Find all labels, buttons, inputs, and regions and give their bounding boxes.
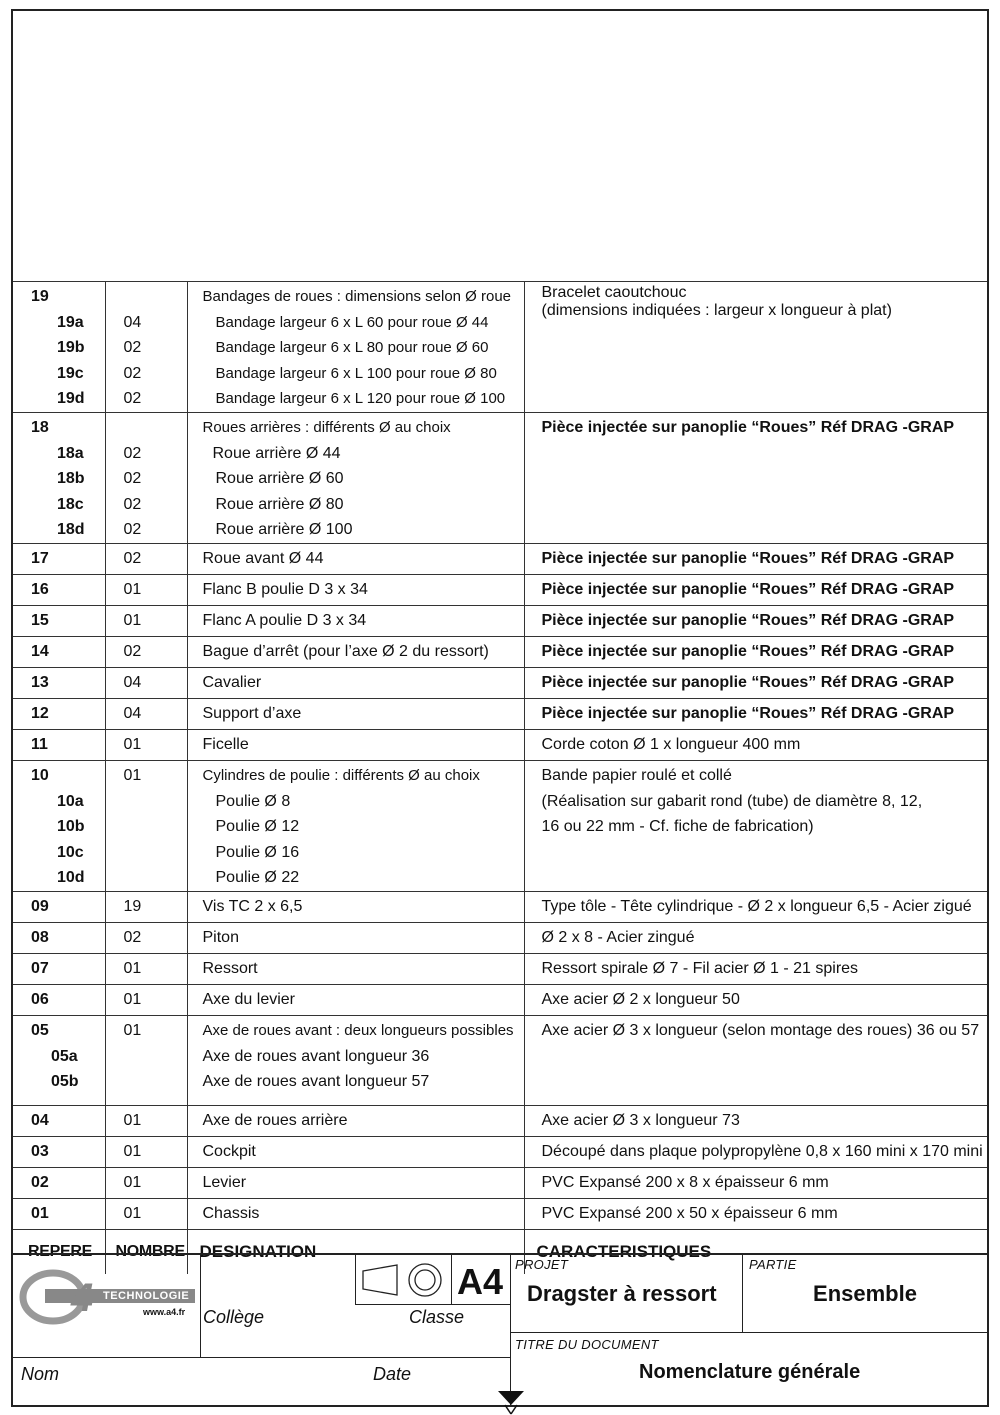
sub-designation-cell: Roue arrière Ø 80 [215, 495, 344, 513]
designation-cell: Vis TC 2 x 6,5 [202, 897, 303, 915]
caracteristiques-cell: Axe acier Ø 3 x longueur (selon montage des roues) 36 ou 57 [541, 1021, 980, 1039]
table-row [13, 953, 987, 984]
caracteristiques-cell: Pièce injectée sur panoplie “Roues” Réf DRAG -GRAP [541, 704, 955, 722]
format-divider [451, 1255, 452, 1305]
sub-designation-cell: Bandage largeur 6 x L 120 pour roue Ø 100 [215, 390, 506, 408]
designation-cell: Cavalier [202, 673, 262, 691]
sub-nombre-cell [106, 865, 187, 891]
caracteristiques-cell: Pièce injectée sur panoplie “Roues” Réf DRAG -GRAP [541, 549, 955, 567]
caracteristiques-cell: Axe acier Ø 2 x longueur 50 [541, 990, 740, 1008]
table-row [13, 543, 987, 574]
table-row [13, 729, 987, 760]
repere-cell: 08 [31, 928, 49, 946]
projet-label: PROJET [515, 1257, 569, 1272]
caracteristiques-cell: Bande papier roulé et collé [541, 766, 732, 784]
table-row [13, 1136, 987, 1167]
sub-nombre-cell: 02 [123, 364, 142, 382]
designation-cell: Roue avant Ø 44 [202, 549, 324, 567]
table-row [13, 1105, 987, 1136]
designation-cell: Axe du levier [202, 990, 295, 1008]
sub-nombre-cell: 04 [123, 313, 142, 331]
table-row [13, 636, 987, 667]
repere-cell: 15 [31, 611, 49, 629]
nombre-cell: 19 [123, 897, 142, 915]
partie-cell [743, 1255, 987, 1333]
logo-url: www.a4.fr [143, 1307, 186, 1317]
caracteristiques-cell: (dimensions indiquées : largeur x longueur à plat) [541, 302, 892, 319]
projet-value: Dragster à ressort [527, 1281, 717, 1306]
nombre-cell: 01 [123, 766, 142, 784]
sub-designation-cell: Bandage largeur 6 x L 100 pour roue Ø 80 [215, 364, 497, 382]
repere-cell: 06 [31, 990, 49, 1008]
repere-cell: 07 [31, 959, 49, 977]
caracteristiques-cell: (Réalisation sur gabarit rond (tube) de diamètre 8, 12, [541, 792, 923, 810]
nombre-cell: 02 [123, 642, 142, 660]
nombre-cell: 01 [123, 735, 142, 753]
drawing-sheet [11, 9, 989, 1407]
repere-cell: 17 [31, 549, 49, 567]
nombre-cell: 01 [123, 1142, 142, 1160]
repere-cell: 01 [31, 1204, 49, 1222]
projection-symbol-icon [359, 1257, 451, 1303]
designation-cell: Bague d’arrêt (pour l’axe Ø 2 du ressort) [202, 642, 489, 660]
sub-nombre-cell: 02 [123, 444, 142, 462]
repere-cell: 02 [31, 1173, 49, 1191]
title-block [13, 1253, 987, 1407]
repere-cell: 05 [31, 1021, 49, 1039]
sub-nombre-cell: 02 [123, 470, 142, 488]
nombre-cell: 01 [123, 1204, 142, 1222]
logo-cell [13, 1255, 201, 1357]
caracteristiques-cell: 16 ou 22 mm - Cf. fiche de fabrication) [541, 818, 814, 836]
sub-repere-cell: 19d [57, 390, 85, 408]
sub-repere-cell: 10a [57, 792, 84, 810]
titre-value: Nomenclature générale [639, 1361, 861, 1383]
sub-repere-cell: 10c [57, 843, 84, 861]
sub-repere-cell: 19a [57, 313, 84, 331]
caracteristiques-cell: Pièce injectée sur panoplie “Roues” Réf DRAG -GRAP [541, 611, 955, 629]
nombre-cell: 01 [123, 1021, 142, 1039]
designation-cell: Piton [202, 928, 239, 946]
sub-nombre-cell: 02 [123, 390, 142, 408]
sub-nombre-cell: 02 [123, 339, 142, 357]
sub-designation-cell: Poulie Ø 8 [215, 792, 291, 810]
nomenclature-table [13, 281, 987, 1274]
designation-cell: Ficelle [202, 735, 249, 753]
college-cell [201, 1255, 511, 1357]
designation-cell: Flanc B poulie D 3 x 34 [202, 580, 368, 598]
sub-designation-cell: Roue arrière Ø 60 [215, 470, 344, 488]
sub-designation-cell: Axe de roues avant longueur 36 [202, 1047, 430, 1065]
repere-cell: 10 [31, 766, 49, 784]
table-row [13, 667, 987, 698]
table-row [13, 1015, 987, 1105]
nom-date-cell [13, 1357, 511, 1407]
designation-cell: Flanc A poulie D 3 x 34 [202, 611, 367, 629]
sub-repere-cell: 10b [57, 818, 85, 836]
sub-repere-cell: 10d [57, 869, 85, 887]
format-label: A4 [457, 1261, 504, 1302]
table-row [13, 1198, 987, 1229]
sub-repere-cell: 19c [57, 364, 84, 382]
designation-cell: Roues arrières : différents Ø au choix [202, 418, 451, 436]
nombre-cell [106, 415, 187, 441]
classe-label: Classe [409, 1307, 465, 1327]
table-row [13, 605, 987, 636]
sub-nombre-cell: 02 [123, 495, 142, 513]
header-repere: REPERE [28, 1242, 92, 1260]
nom-label: Nom [21, 1364, 60, 1384]
sub-designation-cell: Poulie Ø 16 [215, 843, 300, 861]
table-row [13, 984, 987, 1015]
table-row [13, 922, 987, 953]
projet-cell [511, 1255, 743, 1333]
caracteristiques-cell: Axe acier Ø 3 x longueur 73 [541, 1111, 740, 1129]
nombre-cell: 01 [123, 1173, 142, 1191]
table-row [13, 1167, 987, 1198]
partie-value: Ensemble [813, 1281, 917, 1306]
sub-repere-cell: 19b [57, 339, 85, 357]
designation-cell: Chassis [202, 1204, 260, 1222]
table-row [13, 698, 987, 729]
table-row [13, 282, 987, 413]
titre-cell [511, 1333, 987, 1407]
table-row [13, 891, 987, 922]
repere-cell: 11 [31, 735, 48, 753]
nombre-cell: 04 [123, 704, 142, 722]
designation-cell: Axe de roues avant : deux longueurs possibles [202, 1021, 514, 1039]
sub-repere-cell: 18a [57, 444, 84, 462]
caracteristiques-cell: Découpé dans plaque polypropylène 0,8 x 160 mini x 170 mini [541, 1142, 983, 1160]
designation-cell: Axe de roues arrière [202, 1111, 348, 1129]
caracteristiques-cell: Corde coton Ø 1 x longueur 400 mm [541, 735, 801, 753]
caracteristiques-cell: Ressort spirale Ø 7 - Fil acier Ø 1 - 21 spires [541, 959, 859, 977]
caracteristiques-cell: Bracelet caoutchouc [541, 284, 687, 301]
nombre-cell: 02 [123, 549, 142, 567]
nombre-cell: 01 [123, 990, 142, 1008]
caracteristiques-cell: Pièce injectée sur panoplie “Roues” Réf DRAG -GRAP [541, 673, 955, 691]
table-row [13, 574, 987, 605]
caracteristiques-cell: Pièce injectée sur panoplie “Roues” Réf DRAG -GRAP [541, 418, 955, 436]
sub-repere-cell: 18b [57, 470, 85, 488]
sub-repere-cell: 18c [57, 495, 84, 513]
designation-cell: Cylindres de poulie : différents Ø au choix [202, 766, 480, 784]
caracteristiques-cell: Ø 2 x 8 - Acier zingué [541, 928, 695, 946]
nombre-cell: 02 [123, 928, 142, 946]
nombre-cell: 01 [123, 611, 142, 629]
designation-cell: Ressort [202, 959, 258, 977]
centering-mark-icon [496, 1389, 526, 1415]
nombre-cell: 04 [123, 673, 142, 691]
nombre-cell [106, 284, 187, 310]
designation-cell: Levier [202, 1173, 247, 1191]
caracteristiques-cell: Pièce injectée sur panoplie “Roues” Réf DRAG -GRAP [541, 580, 955, 598]
sub-nombre-cell [106, 1069, 187, 1095]
table-row [13, 412, 987, 543]
sub-nombre-cell: 02 [123, 521, 142, 539]
drawing-area [13, 11, 987, 281]
titre-label: TITRE DU DOCUMENT [515, 1337, 659, 1352]
designation-cell: Cockpit [202, 1142, 256, 1160]
caracteristiques-cell: Type tôle - Tête cylindrique - Ø 2 x longueur 6,5 - Acier zigué [541, 897, 972, 915]
nombre-cell: 01 [123, 1111, 142, 1129]
caracteristiques-cell: PVC Expansé 200 x 50 x épaisseur 6 mm [541, 1204, 838, 1222]
repere-cell: 13 [31, 673, 49, 691]
sub-repere-cell: 18d [57, 521, 85, 539]
repere-cell: 19 [31, 288, 49, 305]
sub-nombre-cell [106, 814, 187, 840]
repere-cell: 12 [31, 704, 49, 722]
sub-designation-cell: Roue arrière Ø 44 [212, 444, 341, 462]
header-caracteristiques: CARACTERISTIQUES [536, 1241, 712, 1261]
sub-nombre-cell [106, 840, 187, 866]
logo-text: TECHNOLOGIE [103, 1290, 190, 1302]
repere-cell: 14 [31, 642, 49, 660]
sub-designation-cell: Poulie Ø 12 [215, 818, 300, 836]
sub-designation-cell: Bandage largeur 6 x L 80 pour roue Ø 60 [215, 339, 489, 357]
repere-cell: 03 [31, 1142, 49, 1160]
repere-cell: 09 [31, 897, 49, 915]
caracteristiques-cell: Pièce injectée sur panoplie “Roues” Réf DRAG -GRAP [541, 642, 955, 660]
table-row [13, 760, 987, 891]
header-nombre: NOMBRE [115, 1242, 185, 1260]
header-designation: DESIGNATION [199, 1241, 317, 1261]
designation-cell: Bandages de roues : dimensions selon Ø roue [202, 288, 512, 305]
partie-label: PARTIE [749, 1257, 797, 1272]
sub-designation-cell: Axe de roues avant longueur 57 [202, 1073, 430, 1091]
repere-cell: 16 [31, 580, 49, 598]
nombre-cell: 01 [123, 580, 142, 598]
sub-nombre-cell [106, 789, 187, 815]
sub-repere-cell: 05b [51, 1073, 79, 1091]
sub-designation-cell: Bandage largeur 6 x L 60 pour roue Ø 44 [215, 313, 489, 331]
nombre-cell: 01 [123, 959, 142, 977]
caracteristiques-cell: PVC Expansé 200 x 8 x épaisseur 6 mm [541, 1173, 829, 1191]
svg-text:4: 4 [71, 1276, 94, 1320]
sub-designation-cell: Roue arrière Ø 100 [215, 521, 353, 539]
date-label: Date [373, 1364, 412, 1384]
sub-nombre-cell [106, 1044, 187, 1070]
sub-repere-cell: 05a [51, 1047, 78, 1065]
repere-cell: 04 [31, 1111, 49, 1129]
repere-cell: 18 [31, 418, 49, 436]
designation-cell: Support d’axe [202, 704, 302, 722]
college-label: Collège [203, 1307, 265, 1327]
sub-designation-cell: Poulie Ø 22 [215, 869, 300, 887]
